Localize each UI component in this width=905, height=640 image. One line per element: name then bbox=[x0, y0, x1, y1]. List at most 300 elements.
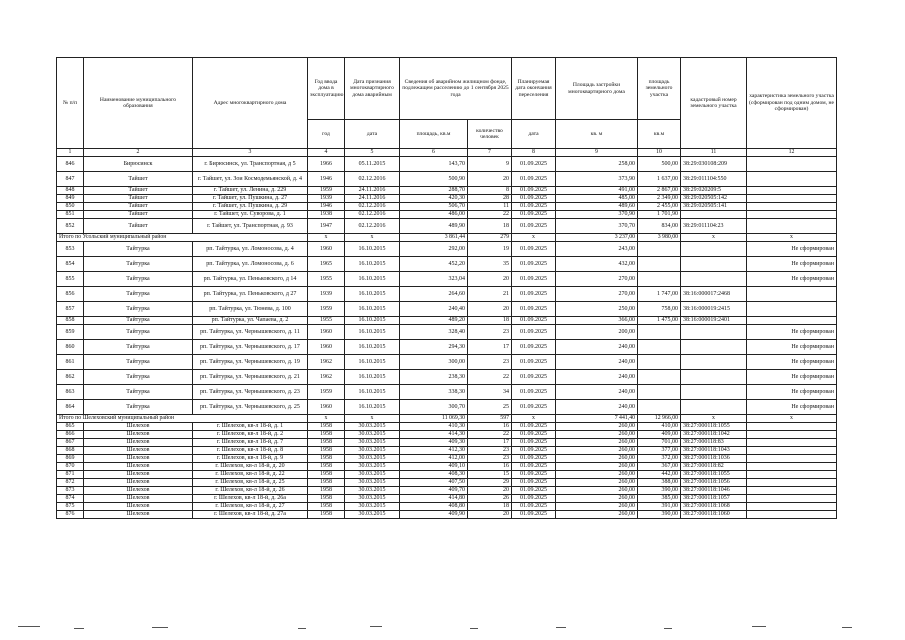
cell-address: рп. Тайтурка, ул. Чернышевского, д. 25 bbox=[193, 400, 308, 415]
cell-num: 875 bbox=[57, 503, 84, 511]
cell-address: рп. Тайтурка, ул. Ломоносова, д. 4 bbox=[193, 242, 308, 257]
cell-address: г. Шелехов, кв-л 18-й, д. 20 bbox=[193, 463, 308, 471]
cell-cadastral: 38:16:000019:2415 bbox=[681, 302, 747, 317]
cell-year: 1939 bbox=[308, 287, 345, 302]
cell-municipality: Тайшет bbox=[84, 187, 193, 195]
cell-land-char bbox=[747, 487, 837, 495]
cell-people: 15 bbox=[468, 471, 512, 479]
cell-num: 855 bbox=[57, 272, 84, 287]
table-row bbox=[57, 272, 837, 287]
subtotal-row bbox=[57, 234, 837, 242]
cell-municipality: Тайтурка bbox=[84, 340, 193, 355]
cell-date: 16.10.2015 bbox=[345, 340, 400, 355]
cell-year: 1938 bbox=[308, 211, 345, 219]
cell-land-area: 12 966,00 bbox=[638, 415, 681, 423]
cell-municipality: Тайтурка bbox=[84, 400, 193, 415]
cell-area: 486,00 bbox=[400, 211, 468, 219]
cell-num: 867 bbox=[57, 439, 84, 447]
cell-people: 20 bbox=[468, 487, 512, 495]
cell-building-area: 200,00 bbox=[556, 325, 638, 340]
cell-planned-date: 01.09.2025 bbox=[512, 242, 556, 257]
cell-date: 24.11.2016 bbox=[345, 195, 400, 203]
cell-building-area: 370,90 bbox=[556, 211, 638, 219]
cell-people: 22 bbox=[468, 211, 512, 219]
cell-planned-date: 01.09.2025 bbox=[512, 195, 556, 203]
cell-cadastral: 38:16:000019:2401 bbox=[681, 317, 747, 325]
cell-address: рп. Тайтурка, ул. Чернышевского, д. 11 bbox=[193, 325, 308, 340]
cell-date: 16.10.2015 bbox=[345, 257, 400, 272]
cell-municipality: Шелехов bbox=[84, 439, 193, 447]
cell-date: 02.12.2016 bbox=[345, 219, 400, 234]
cell-planned-date: 01.09.2025 bbox=[512, 219, 556, 234]
cell-land-char: x bbox=[747, 415, 837, 423]
cell-people: 21 bbox=[468, 287, 512, 302]
cell-num: 864 bbox=[57, 400, 84, 415]
cell-address: г. Тайшет, ул. Пушкина, д. 29 bbox=[193, 203, 308, 211]
column-number: 9 bbox=[556, 149, 638, 157]
table-row bbox=[57, 287, 837, 302]
cell-cadastral: 38:27:000118:1043 bbox=[681, 447, 747, 455]
cell-cadastral: 38:27:000118:83 bbox=[681, 439, 747, 447]
cell-year: x bbox=[308, 415, 345, 423]
cell-address: рп. Тайтурка, ул. Ломоносова, д. 6 bbox=[193, 257, 308, 272]
table-row bbox=[57, 370, 837, 385]
cell-land-area: 391,00 bbox=[638, 503, 681, 511]
table-row bbox=[57, 431, 837, 439]
cell-land-char: Не сформирован bbox=[747, 257, 837, 272]
cell-area: 410,30 bbox=[400, 423, 468, 431]
cell-municipality: Тайтурка bbox=[84, 370, 193, 385]
cell-cadastral bbox=[681, 400, 747, 415]
cell-land-char bbox=[747, 287, 837, 302]
cell-date: 16.10.2015 bbox=[345, 400, 400, 415]
cell-cadastral bbox=[681, 272, 747, 287]
cell-building-area: 240,00 bbox=[556, 370, 638, 385]
cell-date: 30.03.2015 bbox=[345, 439, 400, 447]
subtotal-label: Итого по Усольский муниципальный район bbox=[57, 234, 308, 242]
cell-municipality: Тайтурка bbox=[84, 287, 193, 302]
cell-people: 23 bbox=[468, 455, 512, 463]
table-header bbox=[57, 58, 837, 149]
cell-address: г. Шелехов, кв-л 18-й, д. 22 bbox=[193, 471, 308, 479]
cell-land-char bbox=[747, 203, 837, 211]
cell-land-area bbox=[638, 242, 681, 257]
cell-date: 16.10.2015 bbox=[345, 242, 400, 257]
cell-land-char bbox=[747, 172, 837, 187]
table-row bbox=[57, 340, 837, 355]
subtotal-row bbox=[57, 415, 837, 423]
header-planned-date: Планируемая дата окончания переселения bbox=[512, 58, 556, 120]
header-building-area: Площадь застройки многоквартирного дома bbox=[556, 58, 638, 120]
cell-year: 1955 bbox=[308, 272, 345, 287]
cell-num: 852 bbox=[57, 219, 84, 234]
cell-num: 869 bbox=[57, 455, 84, 463]
cell-building-area: 240,00 bbox=[556, 340, 638, 355]
cell-land-area: 1 701,90 bbox=[638, 211, 681, 219]
cell-land-area: 390,00 bbox=[638, 487, 681, 495]
cell-area: 409,10 bbox=[400, 463, 468, 471]
cell-date: 16.10.2015 bbox=[345, 370, 400, 385]
cell-address: г. Шелехов, кв-л 18-й, д. 26 bbox=[193, 487, 308, 495]
cell-date: 16.10.2015 bbox=[345, 302, 400, 317]
cell-land-area: 701,00 bbox=[638, 439, 681, 447]
cell-year: 1959 bbox=[308, 187, 345, 195]
cell-municipality: Тайшет bbox=[84, 195, 193, 203]
cell-land-char bbox=[747, 195, 837, 203]
cell-building-area: 7 441,40 bbox=[556, 415, 638, 423]
subheader-date: дата bbox=[345, 120, 400, 149]
cell-year: 1958 bbox=[308, 503, 345, 511]
cell-municipality: Шелехов bbox=[84, 479, 193, 487]
cell-cadastral: 38:29:020505:142 bbox=[681, 195, 747, 203]
cell-building-area: 260,00 bbox=[556, 447, 638, 455]
cell-people: 23 bbox=[468, 447, 512, 455]
cell-planned-date: 01.09.2025 bbox=[512, 287, 556, 302]
cell-land-char bbox=[747, 302, 837, 317]
cell-num: 860 bbox=[57, 340, 84, 355]
cell-land-char bbox=[747, 463, 837, 471]
cell-people: 29 bbox=[468, 479, 512, 487]
table-row bbox=[57, 219, 837, 234]
cell-planned-date: 01.09.2025 bbox=[512, 257, 556, 272]
cell-building-area: 260,00 bbox=[556, 431, 638, 439]
cell-cadastral: 38:27:000118:1068 bbox=[681, 503, 747, 511]
cell-people: 20 bbox=[468, 511, 512, 519]
cell-municipality: Тайтурка bbox=[84, 272, 193, 287]
cell-land-area: 500,00 bbox=[638, 157, 681, 172]
cell-cadastral: 38:27:000118:1057 bbox=[681, 495, 747, 503]
cell-year: 1962 bbox=[308, 355, 345, 370]
cell-cadastral: 38:27:000118:1046 bbox=[681, 487, 747, 495]
cell-num: 850 bbox=[57, 203, 84, 211]
cell-cadastral: 38:27:000118:1056 bbox=[681, 479, 747, 487]
cell-year: 1958 bbox=[308, 447, 345, 455]
table-row bbox=[57, 317, 837, 325]
cell-date: 30.03.2015 bbox=[345, 511, 400, 519]
header-emergency-info: Сведения об аварийном жилищном фонде, подлежащем расселению до 1 сентября 2025 года bbox=[400, 58, 512, 120]
page-bottom-edge bbox=[0, 614, 905, 640]
cell-land-char bbox=[747, 455, 837, 463]
cell-land-area: 2 455,00 bbox=[638, 203, 681, 211]
cell-land-char: Не сформирован bbox=[747, 340, 837, 355]
cell-area: 408,80 bbox=[400, 503, 468, 511]
cell-land-char: x bbox=[747, 234, 837, 242]
cell-people: 20 bbox=[468, 272, 512, 287]
cell-land-area: 2 867,00 bbox=[638, 187, 681, 195]
cell-people: 20 bbox=[468, 302, 512, 317]
column-number: 10 bbox=[638, 149, 681, 157]
cell-cadastral: 38:27:000118:1042 bbox=[681, 431, 747, 439]
cell-land-char bbox=[747, 431, 837, 439]
cell-area: 412,00 bbox=[400, 455, 468, 463]
cell-address: рп. Тайтурка, ул. Чапаева, д. 2 bbox=[193, 317, 308, 325]
cell-num: 849 bbox=[57, 195, 84, 203]
cell-cadastral bbox=[681, 385, 747, 400]
cell-land-area: 409,00 bbox=[638, 431, 681, 439]
table-row bbox=[57, 257, 837, 272]
table-row bbox=[57, 242, 837, 257]
cell-num: 847 bbox=[57, 172, 84, 187]
cell-building-area: 260,00 bbox=[556, 423, 638, 431]
cell-land-area: 385,00 bbox=[638, 495, 681, 503]
table-row bbox=[57, 203, 837, 211]
cell-land-area: 372,00 bbox=[638, 455, 681, 463]
cell-land-area: 410,00 bbox=[638, 423, 681, 431]
cell-date: 02.12.2016 bbox=[345, 211, 400, 219]
subheader-building-area: кв. м bbox=[556, 120, 638, 149]
table-row bbox=[57, 447, 837, 455]
cell-planned-date: 01.09.2025 bbox=[512, 463, 556, 471]
cell-cadastral: 38:16:000017:2468 bbox=[681, 287, 747, 302]
cell-people: 35 bbox=[468, 257, 512, 272]
emergency-housing-table bbox=[56, 57, 837, 519]
table-row bbox=[57, 302, 837, 317]
cell-area: 292,00 bbox=[400, 242, 468, 257]
cell-num: 871 bbox=[57, 471, 84, 479]
table-row bbox=[57, 479, 837, 487]
cell-people: 11 bbox=[468, 203, 512, 211]
cell-people: 18 bbox=[468, 219, 512, 234]
header-num: № п/п bbox=[57, 58, 84, 149]
cell-address: г. Шелехов, кв-л 18-й, д. 9 bbox=[193, 455, 308, 463]
cell-area: 328,40 bbox=[400, 325, 468, 340]
cell-area: 420,30 bbox=[400, 195, 468, 203]
cell-land-area bbox=[638, 385, 681, 400]
cell-building-area: 240,00 bbox=[556, 400, 638, 415]
header-cadastral: кадастровый номер земельного участка bbox=[681, 58, 747, 149]
cell-people: 25 bbox=[468, 400, 512, 415]
cell-building-area: 491,00 bbox=[556, 187, 638, 195]
cell-planned-date: 01.09.2025 bbox=[512, 385, 556, 400]
cell-area: 489,20 bbox=[400, 317, 468, 325]
header-address: Адрес многоквартирного дома bbox=[193, 58, 308, 149]
cell-date: 24.11.2016 bbox=[345, 187, 400, 195]
cell-planned-date: 01.09.2025 bbox=[512, 317, 556, 325]
cell-people: 18 bbox=[468, 503, 512, 511]
column-number: 11 bbox=[681, 149, 747, 157]
table-row bbox=[57, 455, 837, 463]
cell-area: 409,90 bbox=[400, 511, 468, 519]
table-body bbox=[57, 149, 837, 519]
header-year: Год ввода дома в эксплуатацию bbox=[308, 58, 345, 120]
cell-area: 408,30 bbox=[400, 471, 468, 479]
table-row bbox=[57, 385, 837, 400]
cell-cadastral bbox=[681, 340, 747, 355]
cell-address: рп. Тайтурка, ул. Чернышевского, д. 23 bbox=[193, 385, 308, 400]
cell-land-area bbox=[638, 340, 681, 355]
cell-area: 300,00 bbox=[400, 355, 468, 370]
cell-address: г. Шелехов, кв-л 18-й, д. 2 bbox=[193, 431, 308, 439]
header-land-area: площадь земельного участка bbox=[638, 58, 681, 120]
cell-municipality: Шелехов bbox=[84, 447, 193, 455]
cell-municipality: Тайтурка bbox=[84, 355, 193, 370]
cell-land-area bbox=[638, 325, 681, 340]
cell-land-char: Не сформирован bbox=[747, 355, 837, 370]
cell-building-area: 485,00 bbox=[556, 195, 638, 203]
cell-num: 874 bbox=[57, 495, 84, 503]
column-number: 8 bbox=[512, 149, 556, 157]
cell-people: 18 bbox=[468, 317, 512, 325]
cell-people: 17 bbox=[468, 439, 512, 447]
cell-cadastral: 38:29:020209:5 bbox=[681, 187, 747, 195]
cell-municipality: Шелехов bbox=[84, 463, 193, 471]
cell-cadastral: 38:27:000118:1060 bbox=[681, 511, 747, 519]
table-row bbox=[57, 423, 837, 431]
cell-year: 1959 bbox=[308, 302, 345, 317]
cell-land-area bbox=[638, 355, 681, 370]
cell-area: 294,30 bbox=[400, 340, 468, 355]
cell-address: г. Шелехов, кв-л 18-й, д. 25 bbox=[193, 479, 308, 487]
cell-land-char bbox=[747, 447, 837, 455]
cell-planned-date: 01.09.2025 bbox=[512, 400, 556, 415]
cell-address: рп. Тайтурка, ул. Пеньковского, д 14 bbox=[193, 272, 308, 287]
document-page bbox=[56, 57, 836, 519]
cell-year: 1962 bbox=[308, 370, 345, 385]
cell-municipality: Тайшет bbox=[84, 219, 193, 234]
subheader-area: площадь, кв.м bbox=[400, 120, 468, 149]
cell-land-area bbox=[638, 257, 681, 272]
cell-cadastral: 38:29:020505:141 bbox=[681, 203, 747, 211]
cell-num: 870 bbox=[57, 463, 84, 471]
cell-planned-date: x bbox=[512, 234, 556, 242]
cell-cadastral: 38:29:011104:23 bbox=[681, 219, 747, 234]
cell-area: 407,50 bbox=[400, 479, 468, 487]
cell-num: 856 bbox=[57, 287, 84, 302]
cell-municipality: Тайтурка bbox=[84, 325, 193, 340]
table-row bbox=[57, 503, 837, 511]
cell-year: 1955 bbox=[308, 317, 345, 325]
cell-land-char: Не сформирован bbox=[747, 400, 837, 415]
cell-date: 30.03.2015 bbox=[345, 495, 400, 503]
cell-municipality: Тайшет bbox=[84, 203, 193, 211]
cell-municipality: Тайтурка bbox=[84, 302, 193, 317]
cell-planned-date: 01.09.2025 bbox=[512, 439, 556, 447]
cell-num: 872 bbox=[57, 479, 84, 487]
cell-land-char bbox=[747, 211, 837, 219]
cell-people: 8 bbox=[468, 187, 512, 195]
cell-area: 240,40 bbox=[400, 302, 468, 317]
cell-date: 30.03.2015 bbox=[345, 463, 400, 471]
cell-land-area: 1 747,00 bbox=[638, 287, 681, 302]
cell-people: 23 bbox=[468, 355, 512, 370]
cell-planned-date: 01.09.2025 bbox=[512, 272, 556, 287]
cell-num: 866 bbox=[57, 431, 84, 439]
cell-num: 862 bbox=[57, 370, 84, 385]
cell-address: г. Тайшет, ул. Пушкина, д. 27 bbox=[193, 195, 308, 203]
cell-land-area: 390,00 bbox=[638, 511, 681, 519]
cell-date: 30.03.2015 bbox=[345, 479, 400, 487]
cell-num: 863 bbox=[57, 385, 84, 400]
cell-building-area: 260,00 bbox=[556, 439, 638, 447]
cell-date: 30.03.2015 bbox=[345, 455, 400, 463]
cell-building-area: 366,00 bbox=[556, 317, 638, 325]
cell-building-area: 373,90 bbox=[556, 172, 638, 187]
cell-cadastral: x bbox=[681, 415, 747, 423]
cell-planned-date: 01.09.2025 bbox=[512, 325, 556, 340]
cell-land-area bbox=[638, 400, 681, 415]
cell-building-area: 432,00 bbox=[556, 257, 638, 272]
cell-num: 873 bbox=[57, 487, 84, 495]
cell-building-area: 243,00 bbox=[556, 242, 638, 257]
cell-num: 854 bbox=[57, 257, 84, 272]
header-land-char: характеристика земельного участка (сформирован под одним домом, не сформирован) bbox=[747, 58, 837, 149]
cell-land-area: 3 980,00 bbox=[638, 234, 681, 242]
cell-building-area: 260,00 bbox=[556, 495, 638, 503]
cell-planned-date: 01.09.2025 bbox=[512, 495, 556, 503]
cell-address: г. Шелехов, кв-л 18-й, д. 1 bbox=[193, 423, 308, 431]
cell-planned-date: 01.09.2025 bbox=[512, 187, 556, 195]
cell-address: рп. Тайтурка, ул. Чернышевского, д. 19 bbox=[193, 355, 308, 370]
cell-area: 264,60 bbox=[400, 287, 468, 302]
cell-building-area: 260,00 bbox=[556, 471, 638, 479]
cell-area: 409,30 bbox=[400, 439, 468, 447]
cell-year: 1958 bbox=[308, 487, 345, 495]
cell-date: 30.03.2015 bbox=[345, 447, 400, 455]
cell-building-area: 240,00 bbox=[556, 355, 638, 370]
cell-num: 848 bbox=[57, 187, 84, 195]
subheader-people: количество человек bbox=[468, 120, 512, 149]
cell-date: 02.12.2016 bbox=[345, 203, 400, 211]
cell-people: 19 bbox=[468, 242, 512, 257]
cell-building-area: 260,00 bbox=[556, 503, 638, 511]
cell-address: г. Тайшет, ул. Ленина, д. 229 bbox=[193, 187, 308, 195]
cell-date: 30.03.2015 bbox=[345, 423, 400, 431]
cell-municipality: Шелехов bbox=[84, 495, 193, 503]
cell-land-area: 2 349,00 bbox=[638, 195, 681, 203]
cell-address: рп. Тайтурка, ул. Чернышевского, д. 21 bbox=[193, 370, 308, 385]
cell-date: 05.11.2015 bbox=[345, 157, 400, 172]
table-row bbox=[57, 355, 837, 370]
table-row bbox=[57, 187, 837, 195]
cell-building-area: 260,00 bbox=[556, 463, 638, 471]
cell-municipality: Тайтурка bbox=[84, 385, 193, 400]
cell-num: 858 bbox=[57, 317, 84, 325]
cell-date: 30.03.2015 bbox=[345, 487, 400, 495]
cell-municipality: Тайшет bbox=[84, 211, 193, 219]
cell-land-area bbox=[638, 370, 681, 385]
cell-people: 279 bbox=[468, 234, 512, 242]
cell-building-area: 270,00 bbox=[556, 287, 638, 302]
cell-cadastral: 38:29:011104:550 bbox=[681, 172, 747, 187]
cell-area: 414,30 bbox=[400, 431, 468, 439]
cell-address: г. Тайшет, ул. Зои Космодемьянской, д. 4 bbox=[193, 172, 308, 187]
cell-municipality: Шелехов bbox=[84, 423, 193, 431]
cell-cadastral: 38:27:000118:1055 bbox=[681, 471, 747, 479]
cell-address: г. Шелехов, кв-л 18-й, д. 7 bbox=[193, 439, 308, 447]
cell-people: 9 bbox=[468, 157, 512, 172]
cell-cadastral: x bbox=[681, 234, 747, 242]
cell-building-area: 240,00 bbox=[556, 385, 638, 400]
cell-planned-date: 01.09.2025 bbox=[512, 157, 556, 172]
cell-planned-date: 01.09.2025 bbox=[512, 211, 556, 219]
cell-cadastral bbox=[681, 242, 747, 257]
cell-area: 300,70 bbox=[400, 400, 468, 415]
table-row bbox=[57, 463, 837, 471]
cell-building-area: 260,00 bbox=[556, 479, 638, 487]
cell-planned-date: 01.09.2025 bbox=[512, 203, 556, 211]
cell-address: г. Шелехов, кв-л 18-й, д. 26а bbox=[193, 495, 308, 503]
cell-land-char: Не сформирован bbox=[747, 370, 837, 385]
cell-building-area: 258,00 bbox=[556, 157, 638, 172]
cell-address: г. Шелехов, кв-л 18-й, д. 27 bbox=[193, 503, 308, 511]
cell-land-area: 758,00 bbox=[638, 302, 681, 317]
cell-year: 1960 bbox=[308, 400, 345, 415]
cell-year: 1939 bbox=[308, 195, 345, 203]
cell-land-char bbox=[747, 157, 837, 172]
cell-year: 1958 bbox=[308, 463, 345, 471]
cell-land-char bbox=[747, 187, 837, 195]
subheader-planned-date: дата bbox=[512, 120, 556, 149]
